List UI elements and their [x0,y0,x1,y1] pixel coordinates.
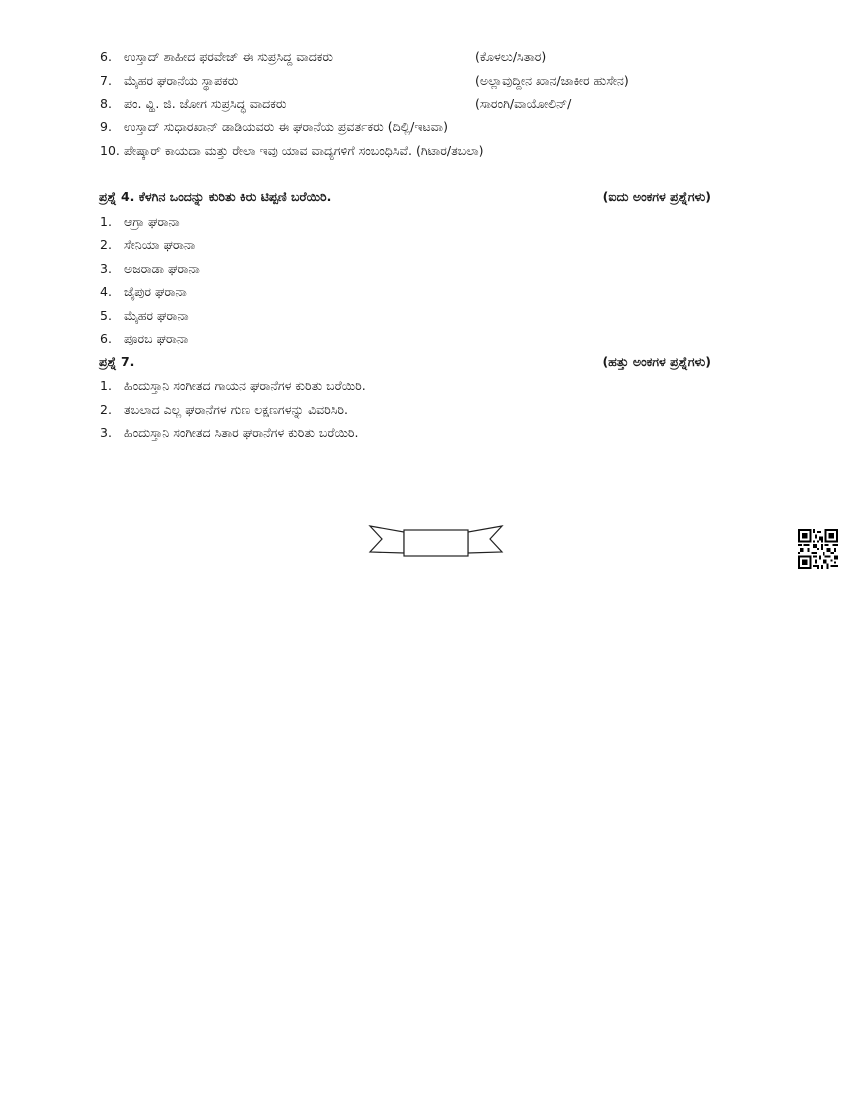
list-item [0,94,850,114]
question-marks: (ಐದು ಅಂಕಗಳ ಪ್ರಶ್ನೆಗಳು) [602,189,711,204]
item-number: 3. [100,261,112,276]
qr-code-icon [798,529,838,569]
list-item [0,400,850,420]
item-text: ಜೈಪುರ ಘರಾನಾ [124,284,187,299]
item-text: ಪೂರಬ ಘರಾನಾ [124,331,189,346]
item-number: 9. [100,119,112,134]
item-options: (ಕೊಳಲು/ಸಿತಾರ) [475,49,547,64]
item-number: 4. [100,284,112,299]
item-text: ಉಸ್ತಾದ್ ಶಾಹೀದ ಫರವೇಜ್ ಈ ಸುಪ್ರಸಿದ್ದ ವಾದಕರು [124,49,334,64]
question-heading [0,187,850,207]
list-item [0,282,850,302]
question-heading [0,352,850,372]
item-number: 8. [100,96,112,111]
item-number: 2. [100,237,112,252]
list-item [0,141,850,161]
item-text: ಉಸ್ತಾದ್ ಸುಧಾರಖಾನ್ ಡಾಡಿಯವರು ಈ ಘರಾನೆಯ ಪ್ರವರ್ತಕರು (ದಿಲ್ಲಿ/ಇಟವಾ) [124,119,448,134]
list-item [0,47,850,67]
item-text: ತಬಲಾದ ಎಲ್ಲ ಘರಾನೆಗಳ ಗುಣ ಲಕ್ಷಣಗಳನ್ನು ವಿವರಿಸಿರಿ. [124,402,348,417]
list-item [0,329,850,349]
item-number: 3. [100,425,112,440]
item-text: ಪೇಷ್ಕಾರ್ ಕಾಯದಾ ಮತ್ತು ರೇಲಾ ಇವು ಯಾವ ವಾದ್ಯಗಳಿಗೆ ಸಂಬಂಧಿಸಿವೆ. (ಗಿಟಾರ/ತಬಲಾ) [124,143,484,158]
list-item [0,423,850,443]
item-number: 2. [100,402,112,417]
list-item [0,306,850,326]
item-text: ಅಜರಾಡಾ ಘರಾನಾ [124,261,200,276]
item-number: 5. [100,308,112,323]
item-number: 7. [100,73,112,88]
item-text: ಹಿಂದುಸ್ತಾನಿ ಸಂಗೀತದ ಸಿತಾರ ಘರಾನೆಗಳ ಕುರಿತು ಬರೆಯಿರಿ. [124,425,359,440]
list-item [0,117,850,137]
list-item [0,376,850,396]
list-item [0,235,850,255]
item-number: 1. [100,378,112,393]
question-marks: (ಹತ್ತು ಅಂಕಗಳ ಪ್ರಶ್ನೆಗಳು) [602,354,711,369]
item-text: ಮೈಹರ ಘರಾನಾ [124,308,189,323]
question-title: ಪ್ರಶ್ನೆ 4. ಕೆಳಗಿನ ಒಂದನ್ನು ಕುರಿತು ಕಿರು ಟಿಪ್ಪಣಿ ಬರೆಯಿರಿ. [99,189,332,204]
item-text: ಹಿಂದುಸ್ತಾನಿ ಸಂಗೀತದ ಗಾಯನ ಘರಾನೆಗಳ ಕುರಿತು ಬರೆಯಿರಿ. [124,378,366,393]
item-options: (ಸಾರಂಗಿ/ವಾಯೋಲಿನ್/ [475,96,572,111]
item-number: 6. [100,49,112,64]
item-number: 1. [100,214,112,229]
list-item [0,71,850,91]
ribbon-ornament [368,522,504,558]
item-text: ಸೇನಿಯಾ ಘರಾನಾ [124,237,196,252]
item-options: (ಅಲ್ಲಾವುದ್ದೀನ ಖಾನ/ಜಾಕೀರ ಹುಸೇನ) [475,73,629,88]
item-number: 10. [100,143,120,158]
question-title: ಪ್ರಶ್ನೆ 7. [99,354,135,369]
item-number: 6. [100,331,112,346]
list-item [0,259,850,279]
item-text: ಮೈಹರ ಘರಾನೆಯ ಸ್ಥಾಪಕರು [124,73,239,88]
item-text: ಪಂ. ವ್ಹಿ. ಜಿ. ಜೋಗ ಸುಪ್ರಸಿದ್ಧ ವಾದಕರು [124,96,287,111]
list-item [0,212,850,232]
item-text: ಆಗ್ರಾ ಘರಾನಾ [124,214,180,229]
